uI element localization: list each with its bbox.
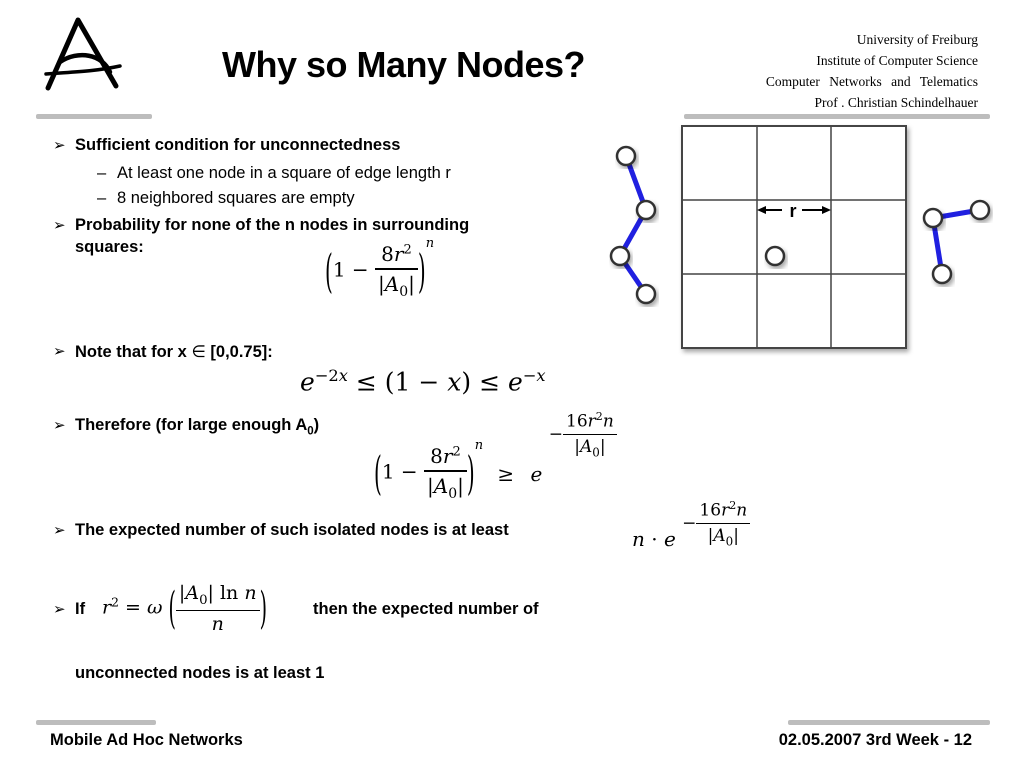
node xyxy=(617,147,635,165)
footer-rule-right xyxy=(788,720,990,725)
bullet-note: ➢ Note that for x ∈ [0,0.75]: xyxy=(53,343,273,361)
footer-date-page: 02.05.2007 3rd Week - 12 xyxy=(778,731,972,749)
isolated-node xyxy=(766,247,784,265)
bullet-if-cont: unconnected nodes is at least 1 xyxy=(75,664,325,682)
right-node-chain xyxy=(924,201,989,283)
grid-diagram xyxy=(600,120,1000,360)
node xyxy=(924,209,942,227)
formula-inequality: $e^{-2x} \le (1 - x) \le e^{-x}$ xyxy=(300,366,546,397)
page-title: Why so Many Nodes? xyxy=(222,44,586,85)
node xyxy=(611,247,629,265)
formula-condition: $r^2 = \omega$ ( $\frac{|A_0| \ln n}{n}$ ) xyxy=(102,582,267,636)
bullet-if: ➢ If xyxy=(53,600,86,618)
edge-length-label: r xyxy=(789,201,797,221)
grid-squares xyxy=(682,126,906,348)
university-name: University of Freiburg xyxy=(856,32,978,47)
node xyxy=(637,201,655,219)
header-rule-right xyxy=(684,114,990,119)
bullet-therefore: ➢ Therefore (for large enough $A_0$) xyxy=(53,416,320,438)
node xyxy=(971,201,989,219)
node xyxy=(637,285,655,303)
bullet-arrow-icon: ➢ xyxy=(53,343,66,360)
institution-block xyxy=(678,29,978,113)
bullet-if-then: then the expected number of xyxy=(313,600,539,618)
department-name: Computer Networks and Telematics xyxy=(765,74,978,89)
bullet-arrow-icon: ➢ xyxy=(53,137,66,154)
bullet-probability-cont: squares: xyxy=(75,238,144,256)
formula-expected: n · e − $\frac{16r^2n}{|A_0|}$ xyxy=(632,503,750,549)
bullet-expected-number: ➢ The expected number of such isolated nodes is at least xyxy=(53,521,509,539)
bullet-arrow-icon: ➢ xyxy=(53,522,66,539)
bullet-arrow-icon: ➢ xyxy=(53,417,66,434)
header-rule-left xyxy=(36,114,152,119)
bullet-arrow-icon: ➢ xyxy=(53,217,66,234)
footer-course: Mobile Ad Hoc Networks xyxy=(50,731,243,749)
bullet-probability: ➢ Probability for none of the n nodes in surrounding xyxy=(53,216,470,234)
bullet-unconnectedness: ➢ Sufficient condition for unconnectedness xyxy=(53,136,401,154)
sub-bullet-empty-squares: – 8 neighbored squares are empty xyxy=(97,189,355,207)
bullet-arrow-icon: ➢ xyxy=(53,601,66,618)
node xyxy=(933,265,951,283)
formula-probability: (1 − $\frac{8r^2}{|A_0|}$ )$^n$ xyxy=(325,235,435,300)
left-node-chain xyxy=(611,147,655,303)
sub-bullet-one-node: – At least one node in a square of edge length r xyxy=(97,164,451,182)
footer-rule-left xyxy=(36,720,156,725)
formula-bound: (1 − $\frac{8r^2}{|A_0|}$ )$^n$ ≥ e − $\frac{16r^2n}{|A_0|}$ xyxy=(374,414,617,502)
professor-name: Prof . Christian Schindelhauer xyxy=(814,95,978,110)
freiburg-logo-icon xyxy=(40,14,126,94)
institute-name: Institute of Computer Science xyxy=(816,53,978,68)
